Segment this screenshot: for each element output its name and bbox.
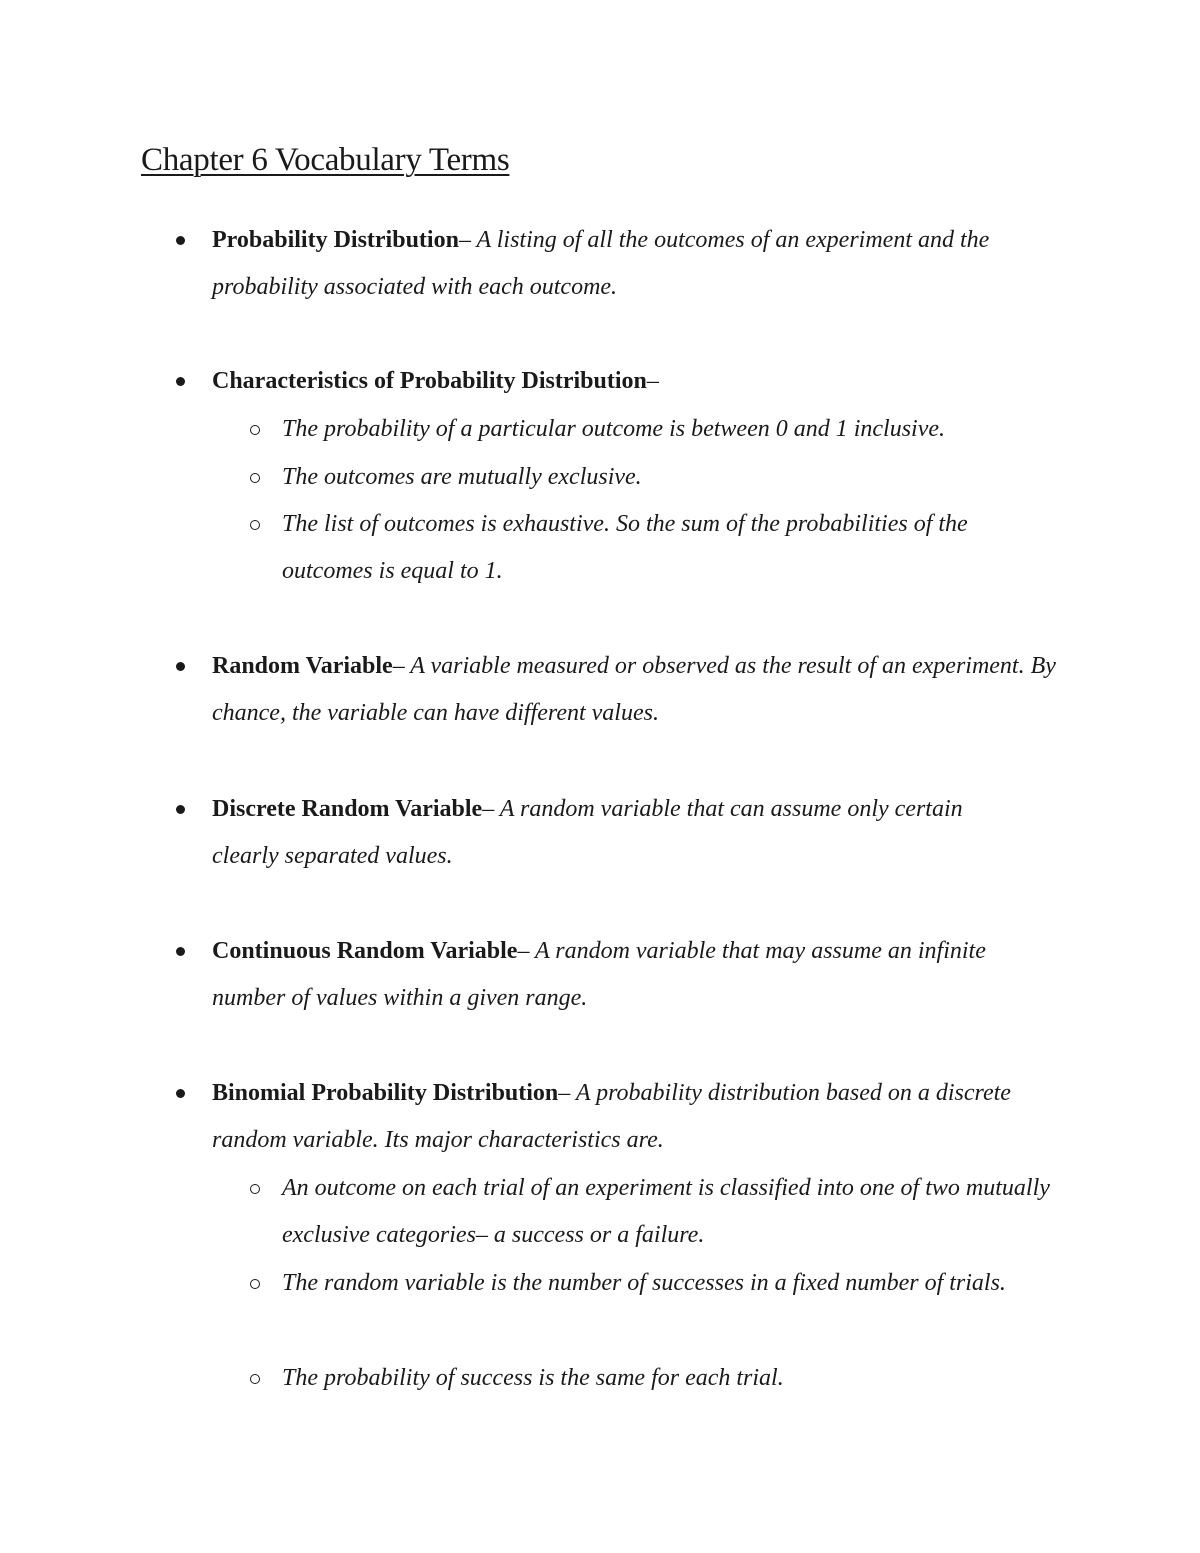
term-name: Characteristics of Probability Distribution (212, 368, 647, 394)
term-dash: – (458, 227, 471, 253)
hollow-bullet-icon (250, 1184, 260, 1194)
hollow-bullet-icon (250, 520, 260, 530)
term-name: Binomial Probability Distribution (212, 1080, 559, 1106)
term-name: Continuous Random Variable (212, 938, 518, 964)
sub-item (282, 501, 1052, 595)
term-name: Random Variable (212, 653, 393, 679)
term-binomial-probability-distribution (212, 1070, 1072, 1164)
term-name: Discrete Random Variable (212, 796, 483, 822)
term-definition: A variable measured or observed as the result of an experiment. By chance, the variable can have different values. (212, 653, 1056, 726)
sub-item-text: An outcome on each trial of an experiment is classified into one of two mutually exclusive categories– a success or a failure. (282, 1175, 1050, 1248)
sub-item-text: The probability of a particular outcome is between 0 and 1 inclusive. (282, 416, 946, 442)
term-definition: A random variable that may assume an infinite number of values within a given range. (212, 938, 986, 1011)
page-title: Chapter 6 Vocabulary Terms (141, 142, 510, 178)
term-probability-distribution (212, 217, 1082, 311)
sub-item (282, 1260, 1062, 1307)
hollow-bullet-icon (250, 1279, 260, 1289)
term-name: Probability Distribution (212, 227, 459, 253)
hollow-bullet-icon (250, 1374, 260, 1384)
sub-item (282, 406, 1082, 453)
term-definition: A listing of all the outcomes of an experiment and the probability associated with each outcome. (212, 227, 990, 300)
term-dash: – (392, 653, 405, 679)
bullet-icon (176, 236, 185, 245)
term-definition: A random variable that can assume only certain clearly separated values. (212, 796, 963, 869)
bullet-icon (176, 377, 185, 386)
hollow-bullet-icon (250, 473, 260, 483)
term-dash: – (517, 938, 530, 964)
term-discrete-random-variable (212, 786, 1032, 880)
sub-item (282, 1165, 1082, 1259)
term-dash: – (558, 1080, 571, 1106)
term-dash: – (646, 368, 659, 394)
bullet-icon (176, 947, 185, 956)
sub-item-text: The outcomes are mutually exclusive. (282, 464, 642, 490)
sub-item-text: The random variable is the number of successes in a fixed number of trials. (282, 1270, 1006, 1296)
term-random-variable (212, 643, 1082, 737)
sub-item (282, 1355, 1082, 1402)
bullet-icon (176, 662, 185, 671)
bullet-icon (176, 805, 185, 814)
hollow-bullet-icon (250, 425, 260, 435)
term-continuous-random-variable (212, 928, 1057, 1022)
sub-item (282, 454, 1082, 501)
sub-item-text: The probability of success is the same for each trial. (282, 1365, 784, 1391)
term-dash: – (482, 796, 495, 822)
sub-item-text: The list of outcomes is exhaustive. So the sum of the probabilities of the outcomes is equal to 1. (282, 511, 968, 584)
term-characteristics (212, 358, 1082, 405)
term-definition: A probability distribution based on a discrete random variable. Its major characteristics are. (212, 1080, 1011, 1153)
bullet-icon (176, 1089, 185, 1098)
